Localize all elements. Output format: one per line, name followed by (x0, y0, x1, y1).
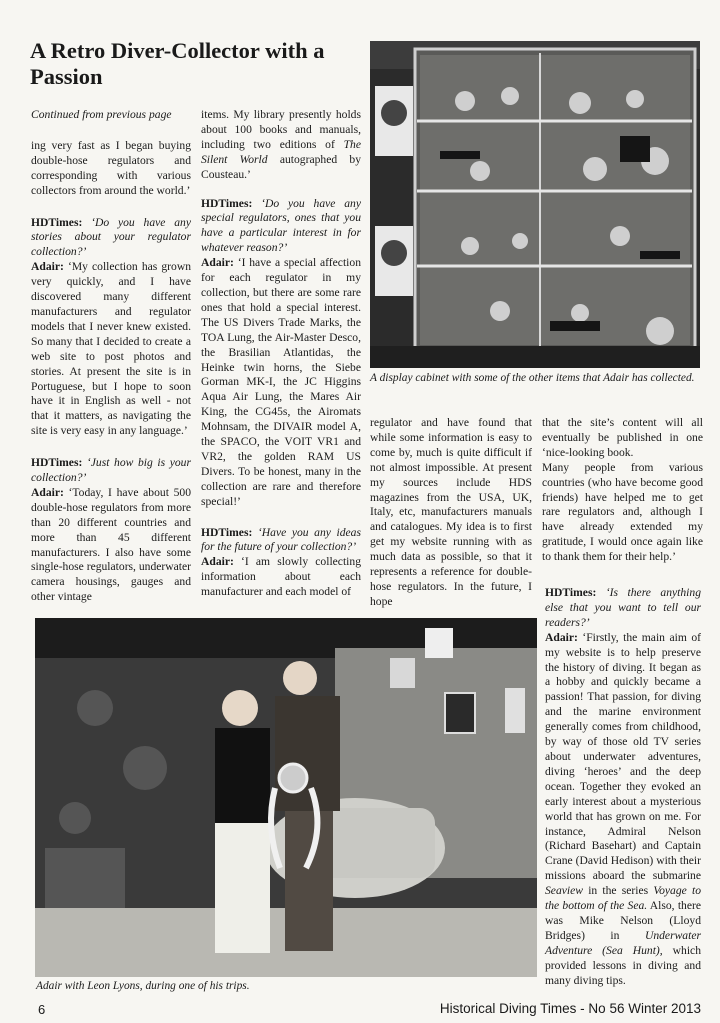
people-photo (35, 618, 537, 977)
speaker-label: HDTimes: (31, 215, 83, 229)
answer-text: ‘Today, I have about 500 double-hose regulators from more than 20 different countries and more than 45 different manufacturers. I also have some single-hose regulators, underwater camera housings, gauges and other vintage (31, 485, 192, 604)
answer-text: in the series (588, 884, 649, 898)
article-title: A Retro Diver-Collector with a Passion (30, 38, 325, 89)
answer (31, 486, 191, 605)
paragraph: regulator and have found that while some information is easy to come by, much is quite difficult if not almost impossible. At present my sources include HDS magazines from the USA, UK, Italy, etc, manufacturers manuals and catalogues. My idea is to first get my website running with as much data as possible, so that it represents a reference for double-hose regulators. In the future, I hope (370, 416, 532, 608)
speaker-label: Adair: (201, 256, 234, 270)
text-column-3 (370, 416, 532, 610)
cabinet-caption: A display cabinet with some of the other items that Adair has collected. (370, 372, 695, 384)
book-title: The Silent World (201, 137, 361, 166)
question-text: ‘Have you any ideas for the future of your collection?’ (201, 525, 361, 554)
question (201, 197, 361, 257)
speaker-label: Adair: (545, 630, 578, 644)
answer (201, 256, 361, 509)
answer (31, 260, 191, 439)
speaker-label: HDTimes: (31, 456, 83, 470)
paragraph: ing very fast as I began buying double-hose regulators and corresponding with various collectors from around the world.’ (31, 138, 191, 197)
answer (201, 555, 361, 600)
answer-text: ‘Firstly, the main aim of my website is to help preserve the history of diving. It began as a hobby and quickly became a passion! That passion, for diving and the marine environment generally comes from childhood, by way of those old TV series about underwater adventures, diving ‘heroes’ and the deep ocean. Together they evoked an early interest about a mysterious world that has grown on me. For instance, Admiral Nelson (Richard Basehart) and Captain Crane (David Hedison) with their missions aboard the submarine (545, 630, 701, 883)
question-text: ‘Just how big is your collection?’ (31, 456, 191, 485)
text-column-5 (545, 586, 701, 988)
question (31, 456, 191, 486)
display-cabinet-image (370, 41, 700, 368)
text-column-1 (31, 108, 191, 605)
answer (545, 631, 701, 989)
question (31, 216, 191, 261)
answer-text: Also, there was Mike Nelson (Lloyd Bridges) in (545, 899, 701, 942)
answer-text: ‘I have a special affection for each regulator in my collection, but there are some rare ones that hold a special interest. The US Divers Trade Marks, the TOA Lung, the Air-Master Desco, the Brasilian Atlantidas, the Heinke twin horns, the Siebe Gorman MK-I, the JC Higgins Aqua Air Lung, the Mares Air King, the CG45s, the Airomats Mohnsam, the DIVAIR model A, the SPACO, the VOIT VR1 and VR2, the golden RAM US Divers. To be honest, many in the collection are rare and therefore special!’ (201, 256, 361, 508)
page-number: 6 (38, 1002, 46, 1017)
speaker-label: Adair: (31, 260, 64, 274)
question-text: ‘Do you have any stories about your regulator collection?’ (31, 215, 191, 259)
paragraph: that the site’s content will all eventually be published in one ‘nice-looking book. (542, 416, 703, 459)
speaker-label: HDTimes: (545, 586, 597, 599)
people-caption: Adair with Leon Lyons, during one of his trips. (36, 980, 250, 992)
answer-text: ‘My collection has grown very quickly, and I have discovered many different manufacturers and regulator models that I never knew existed. So many that I decided to create a web site to post photos and stories. At present the site is in Portuguese, but I hope to soon have it in English as well - not that it matters, as navigating the site is very easy in any language.’ (31, 260, 191, 438)
continued-note: Continued from previous page (31, 108, 172, 121)
speaker-label: HDTimes: (201, 525, 253, 539)
text-column-2 (201, 108, 361, 600)
show-title: Seaview (545, 884, 583, 898)
answer-text: which provided lessons in diving and many diving tips. (545, 943, 701, 987)
text-column-4 (542, 416, 703, 565)
question (201, 526, 361, 556)
paragraph: Many people from various countries (who have become good friends) have helped me to get rare regulators and, although I have already extended my gratitude, I would once again like to thank them for their help.’ (542, 460, 703, 564)
paragraph-text: items. My library presently holds about 100 books and manuals, including two editions of (201, 108, 361, 151)
question-text: ‘Do you have any special regulators, ones that you have a particular interest in for whatever reason?’ (201, 196, 361, 255)
people-image (35, 618, 537, 977)
display-cabinet-photo (370, 41, 700, 368)
publication-footer: Historical Diving Times - No 56 Winter 2013 (439, 1001, 701, 1016)
answer-text: ‘I am slowly collecting information about each manufacturer and each model of (201, 555, 361, 599)
question-text: ‘Is there anything else that you want to tell our readers?’ (545, 586, 701, 629)
speaker-label: Adair: (201, 555, 234, 569)
speaker-label: Adair: (31, 485, 64, 499)
paragraph (201, 108, 361, 183)
speaker-label: HDTimes: (201, 196, 253, 210)
question (545, 586, 701, 631)
show-title: Underwater Adventure (Sea Hunt), (545, 928, 701, 957)
show-title: Voyage to the bottom of the Sea. (545, 884, 701, 913)
paragraph-text: autographed by Cousteau.’ (201, 152, 361, 181)
